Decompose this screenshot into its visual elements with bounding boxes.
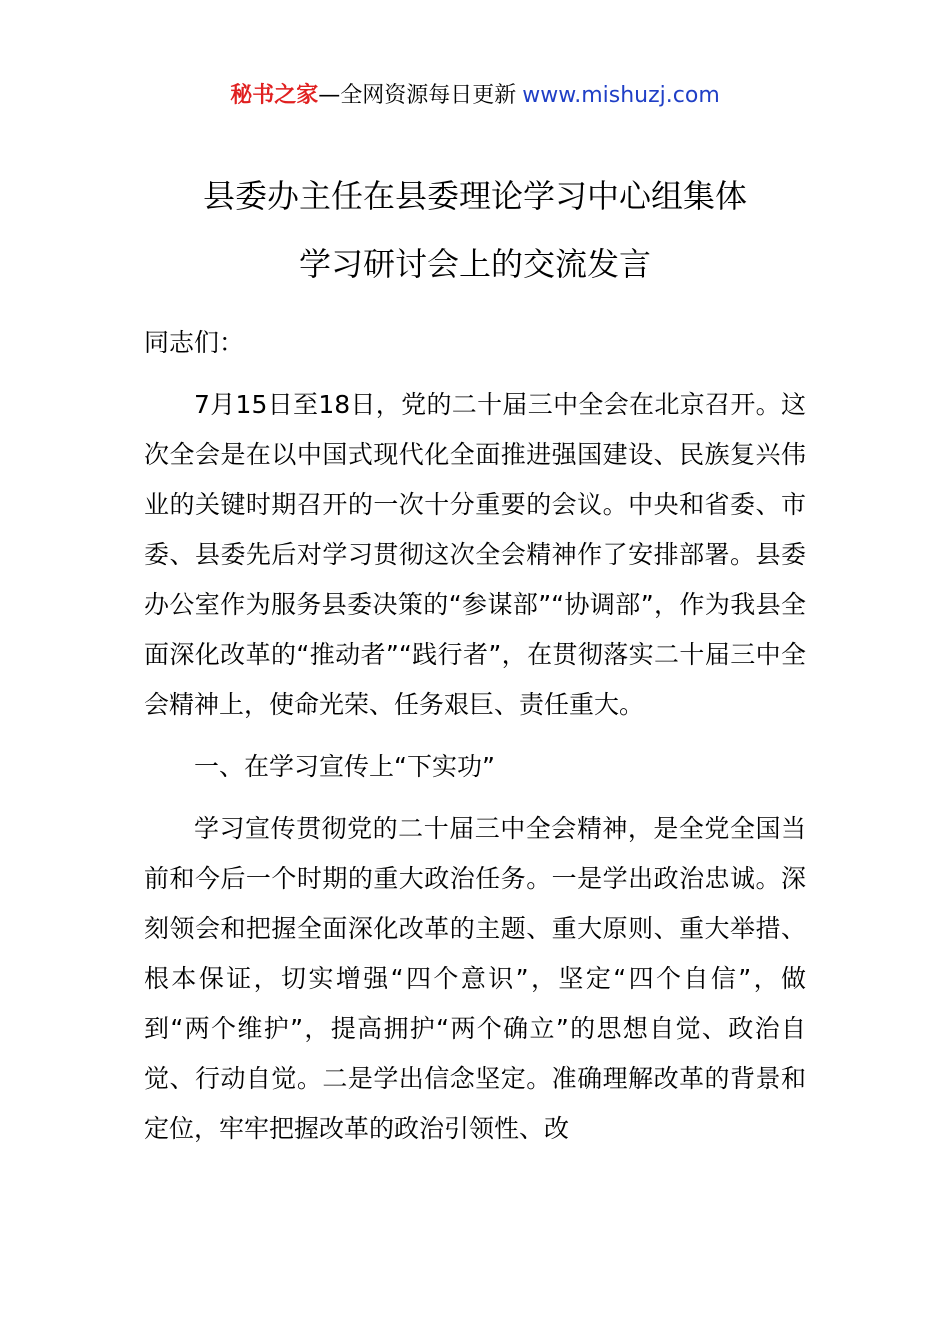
section-heading-1: 一、在学习宣传上“下实功” — [194, 752, 495, 781]
greeting: 同志们： — [144, 328, 245, 357]
title-line-2: 学习研讨会上的交流发言 — [298, 245, 651, 283]
paragraph-1: 7月15日至18日，党的二十届三中全会在北京召开。这次全会是在以中国式现代化全面推进强国建设、民族复兴伟业的关键时期召开的一次十分重要的会议。中央和省委、市委、县委先后对学习贯彻这次全会精神作了安排部署。县委办公室作为服务县委决策的“参谋部”“协调部”，作为我县全面深化改革的“推动者”“践行者”，在贯彻落实二十届三中全会精神上，使命光荣、任务艰巨、责任重大。 — [144, 390, 806, 719]
paragraph-2: 学习宣传贯彻党的二十届三中全会精神，是全党全国当前和今后一个时期的重大政治任务。一是学出政治忠诚。深刻领会和把握全面深化改革的主题、重大原则、重大举措、根本保证，切实增强“四个意识”，坚定“四个自信”，做到“两个维护”，提高拥护“两个确立”的思想自觉、政治自觉、行动自觉。二是学出信念坚定。准确理解改革的背景和定位，牢牢把握改革的政治引领性、改 — [144, 814, 806, 1143]
site-url-link[interactable]: www.mishuzj.com — [522, 83, 720, 108]
document-body — [144, 318, 806, 1166]
document-title — [0, 168, 950, 304]
page-header — [0, 78, 950, 114]
header-slogan: —全网资源每日更新 — [318, 83, 517, 108]
brand-name: 秘书之家 — [230, 83, 319, 108]
title-line-1: 县委办主任在县委理论学习中心组集体 — [202, 177, 747, 215]
